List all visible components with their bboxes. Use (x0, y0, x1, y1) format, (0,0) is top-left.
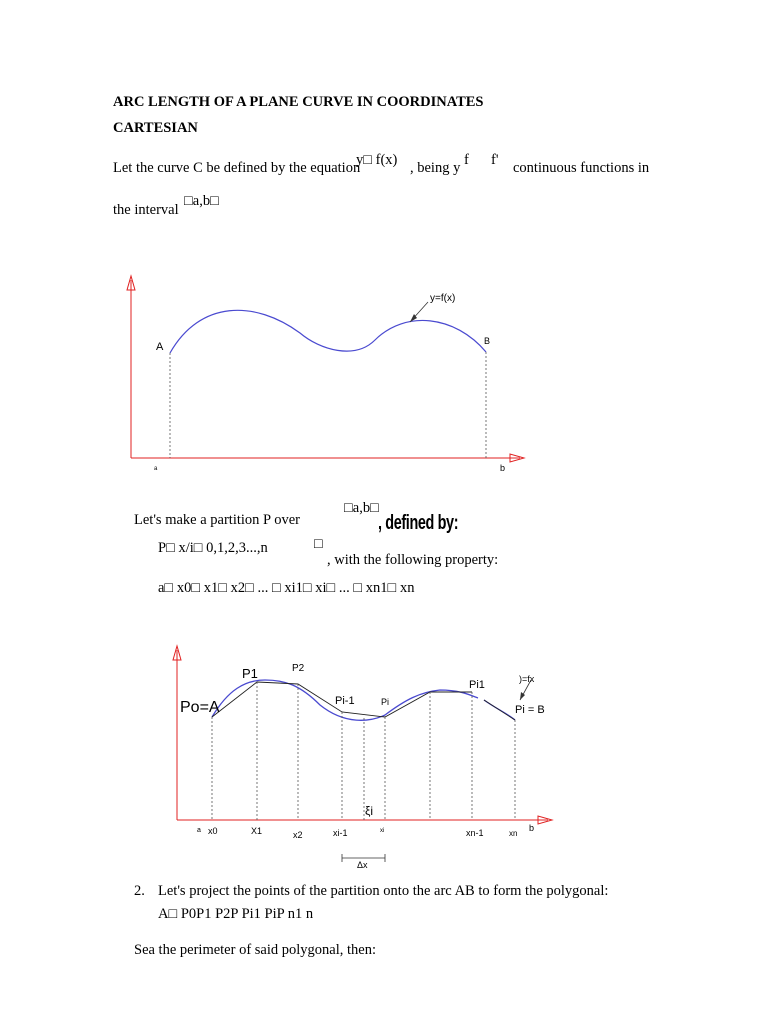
fig1-label-b: b (500, 463, 506, 473)
fig2-label-x2: x2 (293, 830, 303, 840)
item2-line2: A□ P0P1 P2P Pi1 PiP n1 n (158, 906, 314, 922)
fig2-dashed-lines (212, 682, 515, 820)
fig1-label-B: B (484, 336, 491, 346)
title-line-1: ARC LENGTH OF A PLANE CURVE IN COORDINATES (113, 94, 484, 110)
fig2-label-Pi1: Pi1 (469, 679, 485, 691)
fig2-label-xi: ξi (365, 804, 374, 818)
fig2-label-xim1: xi-1 (333, 828, 348, 838)
partition-inequality: a□ x0□ x1□ x2□ ... □ xi1□ xi□ ... □ xn1□ xn (158, 580, 415, 596)
partition-interval: □a,b□ (344, 500, 379, 516)
partition-set-suffix: , with the following property: (327, 552, 499, 568)
fig2-label-Pim1: Pi-1 (335, 695, 355, 707)
para1-prefix: Let the curve C be defined by the equation (113, 160, 361, 176)
fig2-label-xnm1: xn-1 (466, 828, 484, 838)
fig1-label-curve: y=f(x) (430, 293, 456, 304)
fig2-label-Pi: Pi (381, 697, 390, 707)
fig2-label-xi-axis: xi (380, 828, 385, 834)
fig2-label-x0: x0 (208, 826, 218, 836)
para1-suffix: continuous functions in (513, 160, 650, 176)
fig2-label-PiB: Pi = B (515, 704, 545, 716)
closing-line: Sea the perimeter of said polygonal, then: (134, 942, 376, 958)
fig2-label-b: b (529, 823, 535, 833)
partition-set-close: □ (314, 536, 323, 552)
partition-line1: Let's make a partition P over (134, 512, 300, 528)
item2-line1: Let's project the points of the partition onto the arc AB to form the polygonal: (158, 883, 609, 899)
partition-defined-by: , defined by: (378, 512, 459, 534)
fig2-polygonal-end (484, 700, 515, 720)
fig2-label-X1: X1 (251, 826, 263, 836)
para1-equation: y□ f(x) (356, 152, 398, 168)
fig2-label-a: a (197, 827, 201, 834)
para1-middle: , being y (410, 160, 461, 176)
fig2-label-Po: Po=A (180, 699, 220, 716)
fig2-label-xn: xn (509, 829, 518, 838)
para1-f2: f' (491, 152, 499, 168)
para1-f1: f (464, 152, 469, 168)
fig1-label-A: A (156, 341, 164, 353)
para1-interval: □a,b□ (184, 193, 219, 209)
partition-set-expr: P□ x/i□ 0,1,2,3...,n (158, 540, 268, 556)
fig2-pointer-head (520, 692, 525, 700)
fig2-label-P1: P1 (242, 666, 258, 681)
para1-line2-prefix: the interval (113, 202, 179, 218)
item2-number: 2. (134, 883, 145, 899)
fig2-label-P2: P2 (292, 663, 305, 674)
fig2-label-dx: Δx (357, 860, 368, 870)
fig2-label-fx: )=fx (519, 674, 535, 684)
fig1-label-a: a (154, 466, 158, 472)
title-line-2: CARTESIAN (113, 120, 198, 136)
